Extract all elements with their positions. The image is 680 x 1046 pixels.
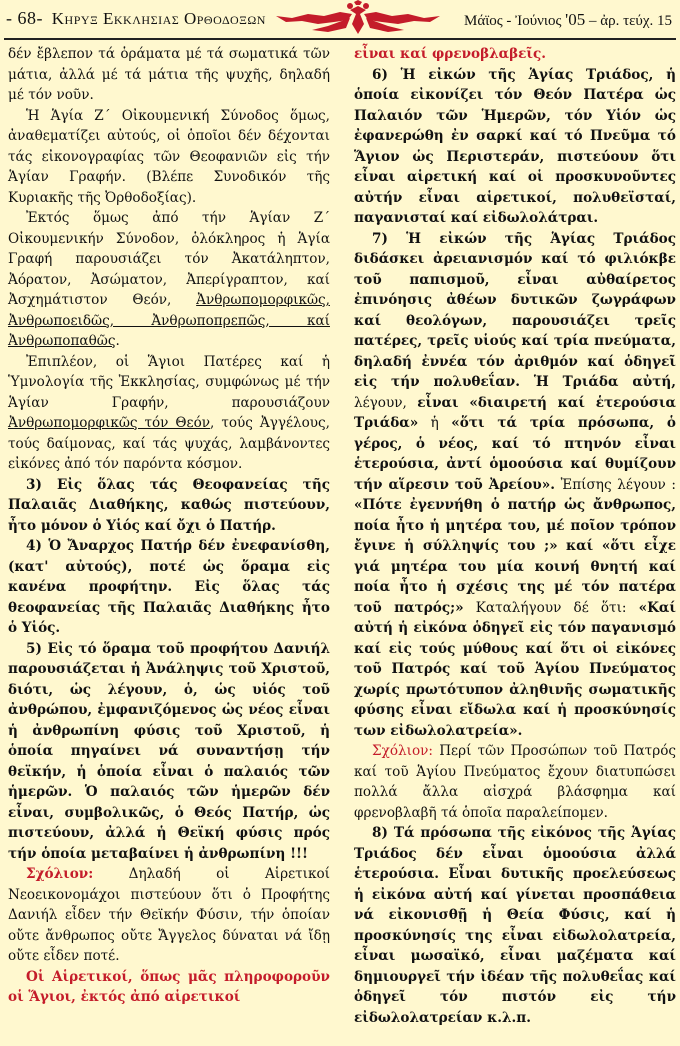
text-span: εἶναι «διαιρετή καί ἑτερούσια Τριάδα» xyxy=(354,394,676,431)
text-span: «ὅτι τά τρία πρόσωπα, ὁ γέρος, ὁ νέος, καί τό πτηνόν εἶναι ἑτερούσια, ἀντί ὁμοούσια καί θυμίζουν τήν αἵρεσιν τοῦ Ἀρείου». xyxy=(354,415,676,493)
numbered-point xyxy=(354,229,676,742)
text-span: «Καί αὐτή ἡ εἰκόνα ὁδηγεῖ εἰς τόν παγανισμό καί εἰς τούς μύθους καί ὅτι οἱ εἰκόνες τοῦ Πατρός καί τοῦ Ἁγίου Πνεύματος χωρίς πρωτότυπον ἀληθινῆς σωματικῆς φύσης εἶναι εἴδωλα καί ἡ προσκύνησίς των εἰδωλολατρεία». xyxy=(354,599,676,739)
numbered-point: 5) Εἰς τό ὅραμα τοῦ προφήτου Δανιήλ παρουσιάζεται ἡ Ἀνάληψις τοῦ Χριστοῦ, διότι, ὡς λέγουν, ὁ, ὡς υἱός τοῦ ἀνθρώπου, ἐμφανιζόμενος ὡς νέος εἶναι ἡ ἀνθρωπίνη φύσις τοῦ Χριστοῦ, ἡ ὁποία πηγαίνει νά συναντήσῃ τήν θεϊκήν, ἡ ὁποία εἶναι ὁ παλαιός τῶν ἡμερῶν. Ὁ παλαιός τῶν ἡμερῶν δέν εἶναι, συμβολικῶς, ὁ Θεός Πατήρ, ὡς πιστεύουν, ἀλλά ἡ Θεϊκή φύσις πρός τήν ὁποία μεταβαίνει ἡ ἀνθρωπίνη !!! xyxy=(8,640,330,862)
comment-label: Σχόλιον: xyxy=(26,866,94,882)
comment-label: Σχόλιον: xyxy=(372,743,434,759)
text-span: «Πότε ἐγεννήθη ὁ πατήρ ὡς ἄνθρωπος, ποία ἦτο ἡ μητέρα του, μέ ποῖον τρόπον ἔγινε ἡ σύλληψίς του ;» xyxy=(354,497,676,554)
text-span: Ἐπιπλέον, οἱ Ἅγιοι Πατέρες καί ἡ Ὑμνολογία τῆς Ἐκκλησίας, συμφώνως μέ τήν Ἁγίαν Γραφήν, παρουσιάζουν xyxy=(8,353,330,411)
red-paragraph: εἶναι καί φρενοβλαβεῖς. xyxy=(354,46,547,62)
journal-title: Κηρυξ Εκκλησιας Ορθοδοξων xyxy=(51,9,266,28)
page-number: - 68- xyxy=(6,8,43,28)
text-span: λέγουν, xyxy=(354,394,407,411)
red-paragraph: Οἱ Αἱρετικοί, ὅπως μᾶς πληροφοροῦν οἱ Ἅγιοι, ἐκτός ἀπό αἱρετικοί xyxy=(8,968,330,1005)
text-span: 7) Ἡ εἰκών τῆς Ἁγίας Τριάδος διδάσκει ἀρειανισμόν καί τό φιλιόκβε τοῦ παπισμοῦ, εἶναι αὐθαίρετος ἐπινόησις ἀθέων δυτικῶν ζωγράφων καί θεολόγων, παρουσιάζει τρεῖς πατέρες, τρεῖς υἱούς καί τρία πνεύματα, δηλαδή ἐννέα τόν ἀριθμόν καί ὁδηγεῖ εἰς τήν πολυθεΐαν. Ἡ Τριάδα αὐτή, xyxy=(354,230,676,390)
numbered-point: 3) Εἰς ὅλας τάς Θεοφανείας τῆς Παλαιᾶς Διαθήκης, καθώς πιστεύουν, ἦτο μόνον ὁ Υἱός καί ὄχι ὁ Πατήρ. xyxy=(8,476,330,534)
underlined-text: Ἀνθρωπομορφικῶς, Ἀνθρωποειδῶς, Ἀνθρωποπρεπῶς, καί Ἀνθρωποπαθῶς xyxy=(8,292,330,349)
text-span: ἡ xyxy=(430,415,439,431)
text-span: καί «ὅτι εἶχε γιά μητέρα του μία κοινή θνητή καί ποία ἦτο ἡ σχέσις της μέ τόν πατέρα τοῦ πατρός;» xyxy=(354,538,676,616)
numbered-point: 4) Ὁ Ἄναρχος Πατήρ δέν ἐνεφανίσθη, (κατ' αὐτούς), ποτέ ὡς ὅραμα εἰς κανένα προφήτην. Εἰς ὅλας τάς θεοφανείας τῆς Παλαιᾶς Διαθήκης ἦτο ὁ Υἱός. xyxy=(8,538,330,636)
text-span: Ἐπίσης λέγουν : xyxy=(560,476,677,493)
text-span: . xyxy=(115,333,120,349)
issue-info xyxy=(464,10,672,30)
left-column xyxy=(8,44,330,1008)
issue-number: – ἀρ. τεύχ. 15 xyxy=(588,13,672,29)
text-span: Περί τῶν Προσώπων τοῦ Πατρός καί τοῦ Ἁγίου Πνεύματος ἔχουν διατυπώσει πολλά ἄλλα αἰσχρά βλάσφημα καί φρενοβλαβῆ τά ὁποῖα παραλείπομεν. xyxy=(354,743,676,821)
underlined-text: Ἀνθρωπομορφικῶς τόν Θεόν xyxy=(8,415,211,431)
issue-year: '05 xyxy=(565,10,586,29)
text-span: , τούς Ἀγγέλους, τούς δαίμονας, καί τάς ψυχάς, λαμβάνοντες εἰκόνες ἀπό τόν παρόντα κόσμον. xyxy=(8,415,330,472)
issue-months: Μάϊος - Ἰούνιος xyxy=(464,13,562,29)
text-span: Δηλαδή οἱ Αἱρετικοί Νεοεικονομάχοι πιστεύουν ὅτι ὁ Προφήτης Δανιήλ εἶδεν τήν Θεϊκήν Φύσιν, τήν ὁποίαν οὔτε ἄνθρωπος οὔτε Ἄγγελος δύναται νά ἴδῃ οὔτε εἶδεν ποτέ. xyxy=(8,866,330,964)
header-rule xyxy=(4,38,676,40)
header-left xyxy=(6,8,266,29)
comment-paragraph xyxy=(8,864,330,967)
text-span: Καταλήγουν δέ ὅτι: xyxy=(475,599,627,616)
comment-paragraph xyxy=(354,741,676,823)
numbered-point: 6) Ἡ εἰκών τῆς Ἁγίας Τριάδος, ἡ ὁποία εἰκονίζει τόν Θεόν Πατέρα ὡς Παλαιόν τῶν Ἡμερῶν, τόν Υἱόν ὡς ἐφανερώθη ἐν σαρκί καί τό Πνεῦμα τό Ἅγιον ὡς Περιστεράν, πιστεύουν ὅτι εἶναι αἱρετική καί οἱ προσκυνοῦντες αὐτήν εἶναι αἱρετικοί, πολυθεϊσταί, παγανισταί καί εἰδωλολάτραι. xyxy=(354,66,676,226)
paragraph: δέν ἔβλεπον τά ὁράματα μέ τά σωματικά τῶν μάτια, ἀλλά μέ τά μάτια τῆς ψυχῆς, δηλαδή μέ τόν νοῦν. xyxy=(8,46,330,103)
paragraph xyxy=(8,208,330,352)
paragraph: Ἡ Ἁγία Ζ΄ Οἰκουμενική Σύνοδος ὅμως, ἀναθεματίζει αὐτούς, οἱ ὁποῖοι δέν δέχονται τάς εἰκονογραφίας τῶν Θεοφανιῶν εἰς τήν Ἁγίαν Γραφήν. (Βλέπε Συνοδικόν τῆς Κυριακῆς τῆς Ὀρθοδοξίας). xyxy=(8,107,330,206)
paragraph xyxy=(8,352,330,475)
numbered-point: 8) Τά πρόσωπα τῆς εἰκόνος τῆς Ἁγίας Τριάδος δέν εἶναι ὁμοούσια ἀλλά ἑτερούσια. Εἶναι δυτικῆς προελεύσεως ἡ εἰκόνα αὐτή καί γίνεται προσπάθεια νά εἰκονισθῇ ἡ Θεία Φύσις, καί ἡ προσκύνησίς της εἶναι εἰδωλολατρεία, εἶναι μωσαϊκό, εἶναι μαζέματα καί δημιουργεῖ τήν ἰδέαν τῆς πολυθεΐας καί ὁδηγεῖ τόν πιστόν εἰς τήν εἰδωλολατρείαν κ.λ.π. xyxy=(354,825,676,1026)
page-header xyxy=(0,0,680,38)
text-span: Ἐκτός ὅμως ἀπό τήν Ἁγίαν Ζ΄ Οἰκουμενικήν Σύνοδον, ὁλόκληρος ἡ Ἁγία Γραφή παρουσιάζει τόν Ἀκατάληπτον, Ἀόρατον, Ἀσώματον, Ἀπερίγραπτον, καί Ἀσχημάτιστον Θεόν, xyxy=(8,210,330,308)
double-headed-eagle-icon xyxy=(268,0,448,38)
right-column xyxy=(354,44,676,1028)
